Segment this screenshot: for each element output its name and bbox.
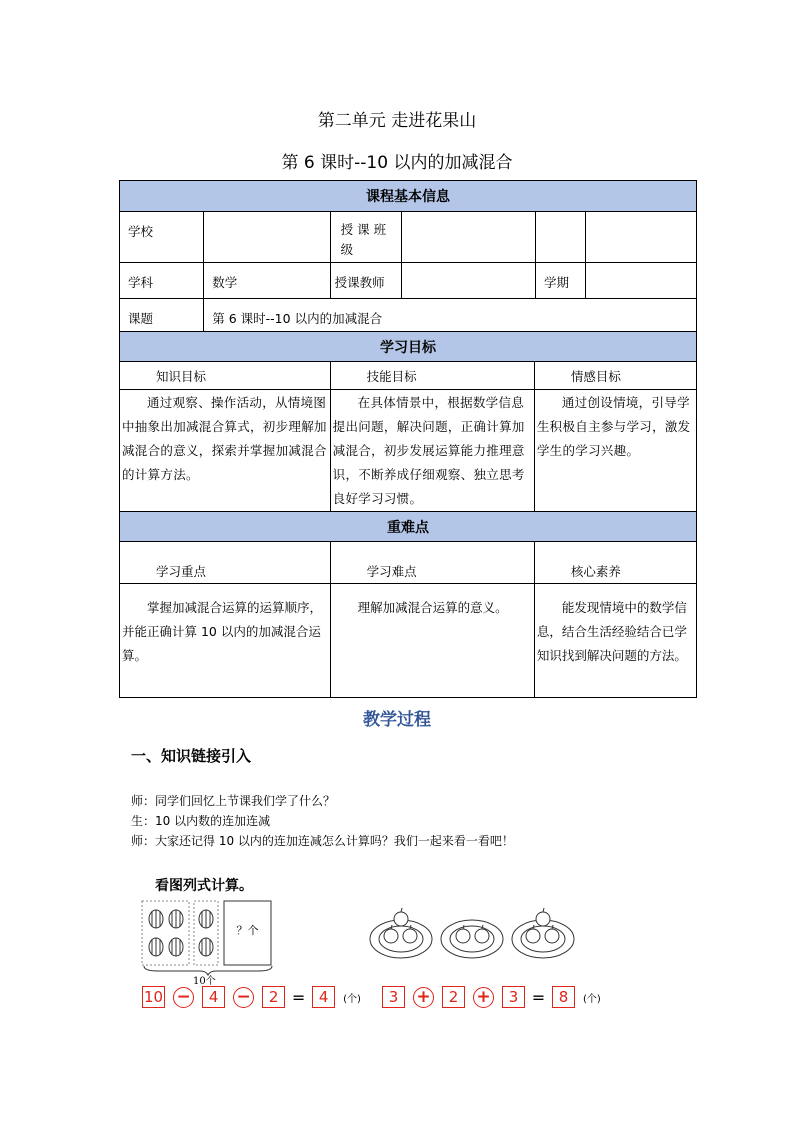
teacher-label: 授课教师 <box>330 263 401 299</box>
lantern-icon <box>199 910 213 928</box>
eq1-op1: − <box>173 987 194 1008</box>
term-label: 学期 <box>535 263 585 299</box>
section-key-points: 重难点 <box>120 512 697 542</box>
difficulty-header: 学习难点 <box>330 542 534 584</box>
eq2-op2: + <box>473 987 494 1008</box>
eq2-op1: + <box>413 987 434 1008</box>
emotion-goal-header: 情感目标 <box>534 362 696 390</box>
eq2-equals: = <box>531 987 546 1007</box>
difficulty-text: 理解加减混合运算的意义。 <box>330 584 534 698</box>
empty-cell-a <box>535 212 585 263</box>
plate-icon <box>441 920 503 958</box>
dialog-line-3: 师：大家还记得 10 以内的连加连减怎么计算吗？我们一起来看一看吧！ <box>131 834 514 848</box>
teacher-value <box>401 263 535 299</box>
knowledge-goal-text: 通过观察、操作活动，从情境图中抽象出加减混合算式，初步理解加减混合的意义，探索并掌握加减混合的计算方法。 <box>120 390 331 512</box>
eq1-term-b: 4 <box>202 986 225 1008</box>
dialog-line-1: 师：同学们回忆上节课我们学了什么？ <box>131 794 336 808</box>
literacy-header: 核心素养 <box>534 542 696 584</box>
lesson-title: 第 6 课时--10 以内的加减混合 <box>281 153 513 173</box>
eq1-term-c: 2 <box>262 986 285 1008</box>
subject-value: 数学 <box>204 263 330 299</box>
knowledge-goal-header: 知识目标 <box>120 362 331 390</box>
eq1-equals: = <box>291 987 306 1007</box>
section-basic-info: 课程基本信息 <box>120 181 697 212</box>
lantern-icons <box>149 910 213 956</box>
section-learning-goals: 学习目标 <box>120 332 697 362</box>
eq2-unit: (个) <box>583 993 601 1005</box>
topic-value: 第 6 课时--10 以内的加减混合 <box>204 299 697 332</box>
eq2-term-b: 2 <box>442 986 465 1008</box>
unit-title: 第二单元 走进花果山 <box>317 111 477 131</box>
lantern-icon <box>149 938 163 956</box>
emotion-goal-text: 通过创设情境，引导学生积极自主参与学习，激发学生的学习兴趣。 <box>534 390 696 512</box>
school-value <box>204 212 330 263</box>
lantern-icon <box>149 910 163 928</box>
eq1-op2: − <box>233 987 254 1008</box>
brace-label: 10个 <box>193 976 216 987</box>
lantern-icon <box>169 938 183 956</box>
part1-heading: 一、知识链接引入 <box>131 747 252 765</box>
apples-picture <box>368 906 580 966</box>
equation-2 <box>382 986 601 1008</box>
eq1-unit: (个) <box>343 993 361 1005</box>
skill-goal-header: 技能目标 <box>330 362 534 390</box>
exercise-title: 看图列式计算。 <box>155 878 253 894</box>
unknown-box-label: ？个 <box>236 924 259 937</box>
class-value <box>401 212 535 263</box>
term-value <box>585 263 696 299</box>
dialog-line-2: 生：10 以内数的连加连减 <box>131 814 271 828</box>
focus-text: 掌握加减混合运算的运算顺序，并能正确计算 10 以内的加减混合运算。 <box>120 584 331 698</box>
subject-label: 学科 <box>120 263 204 299</box>
school-label: 学校 <box>120 212 204 263</box>
eq2-term-a: 3 <box>382 986 405 1008</box>
focus-header: 学习重点 <box>120 542 331 584</box>
lantern-icon <box>199 938 213 956</box>
apple-icon <box>394 908 408 926</box>
literacy-text: 能发现情境中的数学信息，结合生活经验结合已学知识找到解决问题的方法。 <box>534 584 696 698</box>
topic-label: 课题 <box>120 299 204 332</box>
eq2-term-c: 3 <box>502 986 525 1008</box>
lesson-info-table <box>119 180 697 698</box>
skill-goal-text: 在具体情景中，根据数学信息提出问题，解决问题，正确计算加减混合，初步发展运算能力推理意识，不断养成仔细观察、独立思考良好学习习惯。 <box>330 390 534 512</box>
teaching-process-title: 教学过程 <box>363 710 431 730</box>
empty-cell-b <box>585 212 696 263</box>
eq1-result: 4 <box>312 986 335 1008</box>
equation-1 <box>142 986 361 1008</box>
class-label: 授 课 班 级 <box>330 212 401 263</box>
eq1-term-a: 10 <box>144 988 164 1006</box>
eq2-result: 8 <box>552 986 575 1008</box>
lantern-icon <box>169 910 183 928</box>
apple-icon <box>536 908 550 926</box>
